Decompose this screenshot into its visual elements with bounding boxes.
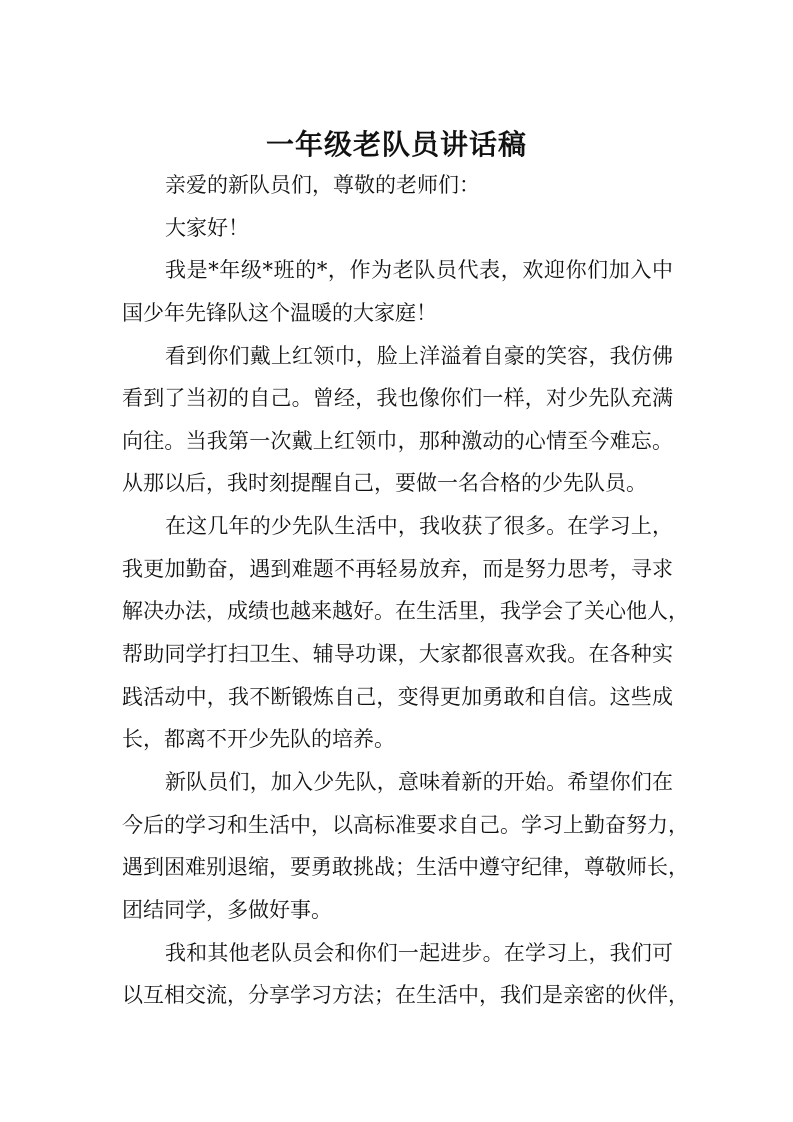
paragraph-line: 从那以后，我时刻提醒自己，要做一名合格的少先队员。 — [122, 471, 647, 496]
paragraph-line: 大家好！ — [165, 215, 249, 240]
paragraph-line: 在这几年的少先队生活中，我收获了很多。在学习上， — [165, 514, 673, 539]
paragraph-line: 长，都离不开少先队的培养。 — [122, 727, 395, 752]
paragraph-line: 向往。当我第一次戴上红领巾，那种激动的心情至今难忘。 — [122, 428, 673, 453]
document-title: 一年级老队员讲话稿 — [265, 128, 527, 161]
document-body — [122, 164, 689, 1017]
paragraph-line: 解决办法，成绩也越来越好。在生活里，我学会了关心他人， — [122, 599, 689, 624]
paragraph-line: 亲爱的新队员们，尊敬的老师们： — [165, 173, 480, 197]
paragraph-line: 以互相交流，分享学习方法；在生活中，我们是亲密的伙伴， — [122, 983, 689, 1008]
paragraph-line: 我更加勤奋，遇到难题不再轻易放弃，而是努力思考，寻求 — [122, 556, 673, 581]
paragraph-line: 我是*年级*班的*，作为老队员代表，欢迎你们加入中 — [165, 258, 673, 283]
paragraph-line: 今后的学习和生活中，以高标准要求自己。学习上勤奋努力， — [122, 812, 689, 837]
paragraph-line: 看到你们戴上红领巾，脸上洋溢着自豪的笑容，我仿佛 — [165, 343, 673, 368]
paragraph-line: 看到了当初的自己。曾经，我也像你们一样，对少先队充满 — [122, 386, 673, 411]
paragraph-line: 帮助同学打扫卫生、辅导功课，大家都很喜欢我。在各种实 — [122, 642, 673, 667]
paragraph-line: 新队员们，加入少先队，意味着新的开始。希望你们在 — [165, 769, 673, 794]
paragraph-line: 践活动中，我不断锻炼自己，变得更加勇敢和自信。这些成 — [122, 684, 673, 709]
paragraph-line: 国少年先锋队这个温暖的大家庭！ — [122, 300, 437, 325]
paragraph-line: 遇到困难别退缩，要勇敢挑战；生活中遵守纪律，尊敬师长， — [122, 855, 689, 880]
paragraph-line: 我和其他老队员会和你们一起进步。在学习上，我们可 — [165, 940, 673, 965]
paragraph-line: 团结同学，多做好事。 — [122, 897, 332, 922]
